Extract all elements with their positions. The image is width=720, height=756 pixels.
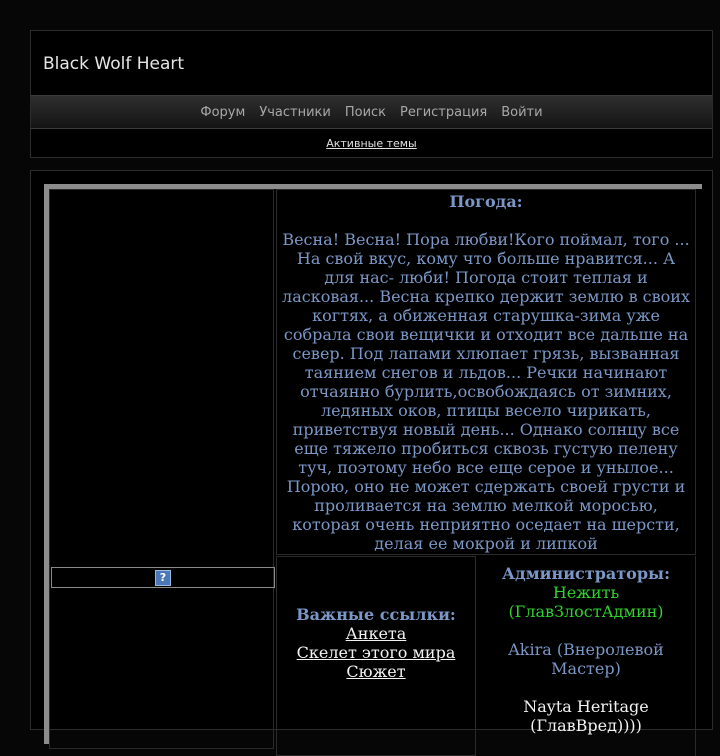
admin-entry: Akira (Внеролевой Мастер) bbox=[508, 640, 664, 678]
links-list bbox=[277, 624, 475, 681]
link-plot[interactable]: Сюжет bbox=[346, 662, 406, 681]
link-anketa[interactable]: Анкета bbox=[345, 624, 407, 643]
subbar bbox=[31, 129, 712, 158]
broken-image bbox=[51, 567, 275, 588]
admin-entry: Nayta Heritage (ГлавВред)))) bbox=[523, 697, 649, 735]
navbar bbox=[31, 95, 712, 129]
site-title[interactable]: Black Wolf Heart bbox=[43, 54, 185, 74]
active-topics-link[interactable]: Активные темы bbox=[326, 137, 417, 150]
nav-search[interactable]: Поиск bbox=[344, 104, 387, 120]
content-frame bbox=[44, 184, 702, 744]
main-content bbox=[30, 170, 713, 735]
link-world-skeleton[interactable]: Скелет этого мира bbox=[296, 643, 456, 662]
nav-login[interactable]: Войти bbox=[501, 104, 543, 120]
nav-forum[interactable]: Форум bbox=[200, 104, 246, 120]
admins-title: Администраторы: bbox=[502, 564, 670, 583]
important-links-panel bbox=[276, 556, 476, 756]
question-mark-icon: ? bbox=[155, 570, 171, 586]
nav-members[interactable]: Участники bbox=[259, 104, 331, 120]
weather-title: Погода: bbox=[449, 192, 523, 211]
nav-register[interactable]: Регистрация bbox=[400, 104, 488, 120]
weather-panel bbox=[276, 189, 696, 555]
admins-panel bbox=[477, 556, 696, 756]
admin-entry: Нежить (ГлавЗлостАдмин) bbox=[508, 583, 664, 621]
header bbox=[30, 30, 713, 158]
links-title: Важные ссылки: bbox=[296, 605, 456, 624]
left-column bbox=[49, 189, 274, 749]
weather-text: Весна! Весна! Пора любви!Кого поймал, того ... На свой вкус, кому что больше нравится... А для нас- люби! Погода стоит теплая и ласковая... Весна крепко держит землю в своих когтях, а обиженная старушка-зима уже собрала свои вещички и отходит все дальше на север. Под лапами хлюпает грязь, вызванная таянием снегов и льдов... Речки начинают отчаянно бурлить,освобождаясь от зимних, ледяных оков, птицы весело чирикать, приветствуя новый день... Однако солнцу все еще тяжело пробиться сквозь густую пелену туч, поэтому небо все еще серое и унылое... Порою, оно не может сдержать своей грусти и проливается на землю мелкой моросью, которая очень неприятно оседает на шерсти, делая ее мокрой и липкой bbox=[282, 230, 690, 553]
